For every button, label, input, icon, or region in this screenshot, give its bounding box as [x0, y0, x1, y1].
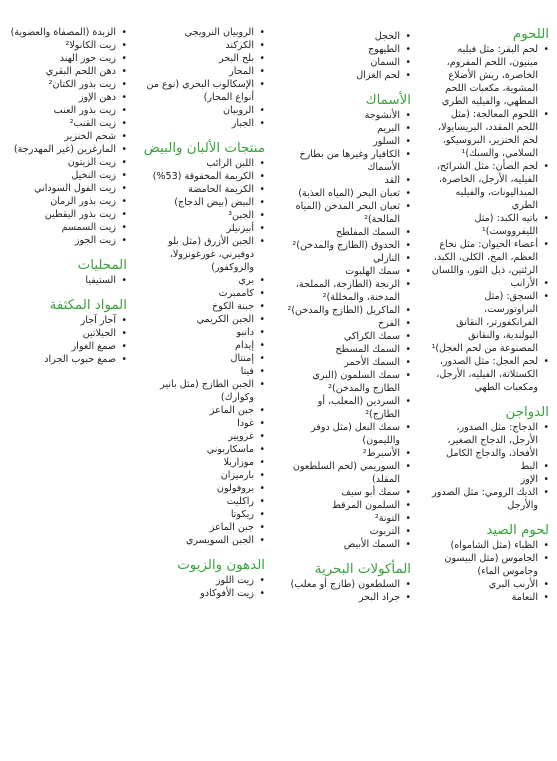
list-item: • السمك الأحمر: [285, 356, 411, 369]
list-item: • الإوز: [431, 473, 549, 486]
section-heading: المأكولات البحرية: [314, 562, 411, 577]
list-item: • الإسكالوب البحري (نوع من أنواع المحار): [131, 78, 265, 104]
list-item: • زيت بذور الكتان²: [3, 78, 127, 91]
list-item: • إيدام: [131, 339, 265, 352]
food-list: [285, 30, 411, 82]
list-item: • راكليت: [131, 495, 265, 508]
section-heading: المواد المكثفة: [49, 298, 127, 313]
list-item: • التونة²: [285, 512, 411, 525]
list-item: • البط: [431, 460, 549, 473]
list-item: • سمك النعل (مثل دوفر والليمون): [285, 421, 411, 447]
list-item: • الكريمة الحامضة: [131, 183, 265, 196]
list-item: • بلح البحر: [131, 52, 265, 65]
food-list: [131, 26, 265, 130]
list-item: • زيت الجوز: [3, 234, 127, 247]
list-item: • المارغرين (غير المهدرجة): [3, 143, 127, 156]
food-list: [431, 539, 549, 604]
list-item: • اللحوم المعالجة: (مثل اللحم المقدد، البريسايولا، لحم الخنزير، البروسيكو، السلامي، والسبك)¹: [431, 108, 549, 160]
list-item: • الأرانب: [431, 277, 549, 290]
list-item: • جبن الماعز: [131, 521, 265, 534]
section-heading: المحليات: [77, 258, 127, 273]
list-item: • زيت الأفوكادو: [131, 587, 265, 600]
list-item: • الجاموس (مثل البيسون وجاموس الماء): [431, 552, 549, 578]
food-list: [431, 421, 549, 512]
list-item: • بروفولون: [131, 482, 265, 495]
list-item: • موزاريلا: [131, 456, 265, 469]
list-item: • زيت الزيتون: [3, 156, 127, 169]
list-item: • الطيهوج: [285, 43, 411, 56]
list-item: • الجبن السويسري: [131, 534, 265, 547]
list-item: • الجبن الكريمي: [131, 313, 265, 326]
list-item: • لحم الضأن: مثل الشرائح، الفيليه، الأرجل، الخاصرة، الميداليونات، والفيليه الطري: [431, 160, 549, 212]
list-item: • الدجاج: مثل الصدور، الأرجل، الدجاج الصغير، الأفخاذ، والدجاج الكامل: [431, 421, 549, 460]
section-heading: الدواجن: [505, 405, 549, 420]
list-item: • الجبن الطازج (مثل بانير وكوارك): [131, 378, 265, 404]
list-item: • الروبيان: [131, 104, 265, 117]
list-item: • ريكوتا: [131, 508, 265, 521]
list-item: • الفرخ: [285, 317, 411, 330]
list-item: • السلمون المرقط: [285, 499, 411, 512]
list-item: • دهن اللحم البقري: [3, 65, 127, 78]
list-item: • زيت بذور العنب: [3, 104, 127, 117]
list-item: • زيت الفول السوداني: [3, 182, 127, 195]
list-item: • المحار: [131, 65, 265, 78]
list-item: • ماسكاربوني: [131, 443, 265, 456]
section-heading: لحوم الصيد: [486, 523, 549, 538]
list-item: • السوريمي (لحم السلطعون المقلد): [285, 460, 411, 486]
list-item: • النعامة: [431, 591, 549, 604]
list-item: • زيت جوز الهند: [3, 52, 127, 65]
section-heading: منتجات الألبان والبيض: [143, 141, 265, 156]
list-item: • السردين (المعلب، أو الطازج)²: [285, 395, 411, 421]
list-item: • السمك المفلطح: [285, 226, 411, 239]
food-list: [131, 574, 265, 600]
list-item: • السجق: (مثل البراوتورست، الفرانكفورتر، النقانق البولندية، والنقانق المصنوعة من لحم العجل)¹: [431, 290, 549, 355]
list-item: • الحجل: [285, 30, 411, 43]
list-item: • زيت القنب²: [3, 117, 127, 130]
list-item: • الأسبرط²: [285, 447, 411, 460]
list-item: • السلور: [285, 135, 411, 148]
list-item: • زيت الكانولا²: [3, 39, 127, 52]
list-item: • زيت اللوز: [131, 574, 265, 587]
list-item: • كاممبرت: [131, 287, 265, 300]
food-list: [131, 157, 265, 547]
list-item: • القد: [285, 174, 411, 187]
column-2: [285, 30, 411, 604]
list-item: • غودا: [131, 417, 265, 430]
list-item: • جراد البحر: [285, 591, 411, 604]
list-item: • سمك الكراكي: [285, 330, 411, 343]
list-item: • الجبار: [131, 117, 265, 130]
list-item: • أعضاء الحيوان: مثل نخاع العظم، المخ، الكلى، الكبد، الرئتين، ذيل الثور، واللسان: [431, 238, 549, 277]
food-list: [3, 26, 127, 247]
list-item: • اللبن الرائب: [131, 157, 265, 170]
list-item: • سمك السلمون (البري الطازج والمدخن)²: [285, 369, 411, 395]
list-item: • البريم: [285, 122, 411, 135]
list-item: • الزبدة (المصفاة والعضوية): [3, 26, 127, 39]
list-item: • جبن الماعز: [131, 404, 265, 417]
section-heading: الدهون والزيوت: [177, 558, 265, 573]
list-item: • الحدوق (الطازج والمدخن)²: [285, 239, 411, 252]
list-item: • السمك المسطح: [285, 343, 411, 356]
list-item: • زيت بذور اليقطين: [3, 208, 127, 221]
food-list: [285, 109, 411, 551]
list-item: • السمان: [285, 56, 411, 69]
list-item: • باتيه الكبد: (مثل الليفرووست)¹: [431, 212, 549, 238]
list-item: • الكافيار وغيرها من بطارخ الأسماك: [285, 148, 411, 174]
food-list: [285, 578, 411, 604]
list-item: • آجار آجار: [3, 314, 127, 327]
list-item: • السمك الأبيض: [285, 538, 411, 551]
list-item: • بارميزان: [131, 469, 265, 482]
list-item: • صمغ الغوار: [3, 340, 127, 353]
list-item: • زيت السمسم: [3, 221, 127, 234]
food-list: [3, 314, 127, 366]
list-item: • الستيفيا: [3, 274, 127, 287]
food-list: [3, 274, 127, 287]
list-item: • الروبيان النرويجي: [131, 26, 265, 39]
list-item: • ثعبان البحر (المياه العذبة): [285, 187, 411, 200]
list-item: • الكركند: [131, 39, 265, 52]
list-item: • سمك الهلبوت: [285, 265, 411, 278]
food-list: [431, 43, 549, 394]
list-item: • صمغ حبوب الجراد: [3, 353, 127, 366]
list-item: • فيتا: [131, 365, 265, 378]
column-1: [431, 26, 549, 604]
list-item: • الظباء (مثل الشامواه): [431, 539, 549, 552]
list-item: • لحم الغزال: [285, 69, 411, 82]
list-item: • شحم الخنزير: [3, 130, 127, 143]
list-item: • النازلي: [285, 252, 411, 265]
list-item: • دانبو: [131, 326, 265, 339]
list-item: • إمنتال: [131, 352, 265, 365]
list-item: • الديك الرومي: مثل الصدور والأرجل: [431, 486, 549, 512]
section-heading: اللحوم: [512, 27, 549, 42]
list-item: • السلطعون (طازج أو معلب): [285, 578, 411, 591]
list-item: • الرنجة (الطازجة، المملحة، المدخنة، والمخللة)²: [285, 278, 411, 304]
list-item: • سمك أبو سيف: [285, 486, 411, 499]
list-item: • زيت بذور الرمان: [3, 195, 127, 208]
list-item: • جبنة الكوخ: [131, 300, 265, 313]
section-heading: الأسماك: [365, 93, 411, 108]
list-item: • زيت النخيل: [3, 169, 127, 182]
list-item: • الجبن³: [131, 209, 265, 222]
list-item: • البيض (بيض الدجاج): [131, 196, 265, 209]
list-item: • الكريمة المخفوقة (53%): [131, 170, 265, 183]
column-3: [131, 26, 265, 600]
column-4: [3, 26, 127, 366]
list-item: • غرويير: [131, 430, 265, 443]
list-item: • الجيلاتين: [3, 327, 127, 340]
list-item: • بري: [131, 274, 265, 287]
list-item: • ثعبان البحر المدخن (المياه المالحة)²: [285, 200, 411, 226]
list-item: • لحم البقر: مثل فيليه مينيون، اللحم المفروم، الخاصرة، ريش الأضلاع المشوية، مكعبات اللحم المطهي، والفيليه الطري: [431, 43, 549, 108]
list-item: • الجبن الأزرق (مثل بلو دوفيرني، غورغونزولا، والروكفور): [131, 235, 265, 274]
list-item: • التربوت: [285, 525, 411, 538]
list-item: • الأرنب البري: [431, 578, 549, 591]
list-item: • الماكريل (الطازج والمدخن)²: [285, 304, 411, 317]
list-item: • دهن الإوز: [3, 91, 127, 104]
list-item: • الأنشوجة: [285, 109, 411, 122]
list-item: • لحم العجل: مثل الصدور، الكستلاتة، الفيليه، الأرجل، ومكعبات الطهي: [431, 355, 549, 394]
list-item: • أبيزنيلر: [131, 222, 265, 235]
